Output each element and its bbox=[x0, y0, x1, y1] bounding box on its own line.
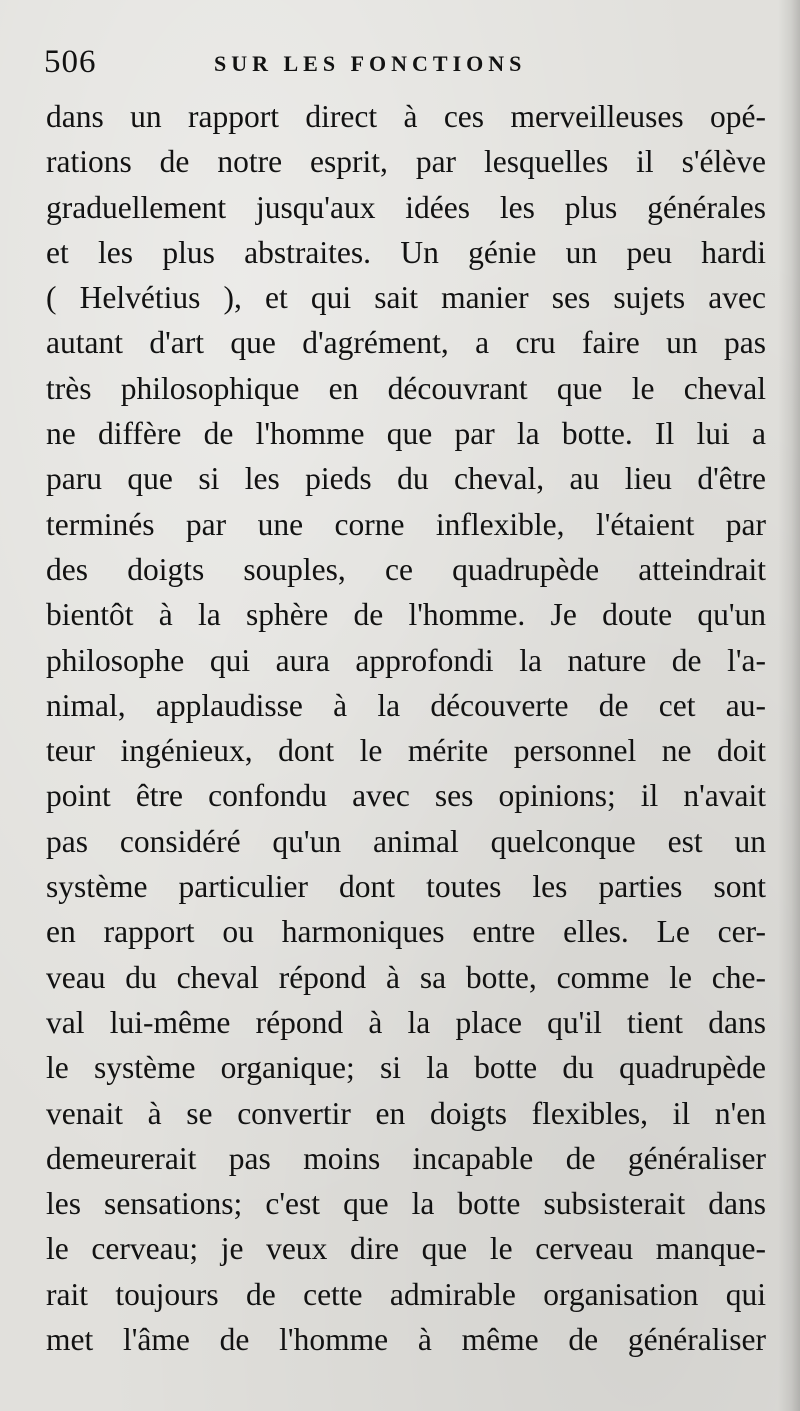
text-line: val lui-même répond à la place qu'il tient dans bbox=[46, 1004, 766, 1040]
text-line: des doigts souples, ce quadrupède atteindrait bbox=[46, 551, 766, 587]
text-line: pas considéré qu'un animal quelconque est un bbox=[46, 823, 766, 859]
text-line: veau du cheval répond à sa botte, comme le che- bbox=[46, 959, 766, 995]
text-line: point être confondu avec ses opinions; il n'avait bbox=[46, 778, 766, 814]
text-line: bientôt à la sphère de l'homme. Je doute qu'un bbox=[46, 597, 766, 633]
text-line: venait à se convertir en doigts flexibles, il n'en bbox=[46, 1095, 766, 1131]
text-line: demeurerait pas moins incapable de généraliser bbox=[46, 1140, 766, 1176]
text-line: teur ingénieux, dont le mérite personnel ne doit bbox=[46, 733, 766, 769]
text-line: nimal, applaudisse à la découverte de cet au- bbox=[46, 687, 766, 723]
text-line: met l'âme de l'homme à même de généraliser bbox=[46, 1322, 766, 1358]
text-line: dans un rapport direct à ces merveilleuses opé- bbox=[46, 99, 766, 134]
text-line: ne diffère de l'homme que par la botte. Il lui a bbox=[46, 416, 766, 452]
text-line: rations de notre esprit, par lesquelles il s'élève bbox=[46, 144, 766, 180]
text-line: en rapport ou harmoniques entre elles. Le cer- bbox=[46, 914, 766, 950]
text-line: les sensations; c'est que la botte subsisterait dans bbox=[46, 1186, 766, 1222]
text-line: le système organique; si la botte du quadrupède bbox=[46, 1050, 766, 1086]
page-number: 506 bbox=[44, 44, 97, 80]
running-title: SUR LES FONCTIONS bbox=[214, 51, 527, 76]
text-line: philosophe qui aura approfondi la nature de l'a- bbox=[46, 642, 766, 678]
text-line: rait toujours de cette admirable organisation qui bbox=[46, 1276, 766, 1312]
page-edge-shadow bbox=[778, 0, 800, 1411]
text-line: graduellement jusqu'aux idées les plus générales bbox=[46, 189, 766, 225]
text-line: système particulier dont toutes les parties sont bbox=[46, 869, 766, 905]
text-line: terminés par une corne inflexible, l'étaient par bbox=[46, 506, 766, 542]
text-line: très philosophique en découvrant que le cheval bbox=[46, 370, 766, 406]
text-line: et les plus abstraites. Un génie un peu hardi bbox=[46, 234, 766, 270]
running-head bbox=[44, 42, 764, 82]
text-line: ( Helvétius ), et qui sait manier ses sujets avec bbox=[46, 280, 766, 316]
text-line: le cerveau; je veux dire que le cerveau manque- bbox=[46, 1231, 766, 1267]
body-text bbox=[46, 94, 766, 1362]
text-line: autant d'art que d'agrément, a cru faire un pas bbox=[46, 325, 766, 361]
text-line: paru que si les pieds du cheval, au lieu d'être bbox=[46, 461, 766, 497]
